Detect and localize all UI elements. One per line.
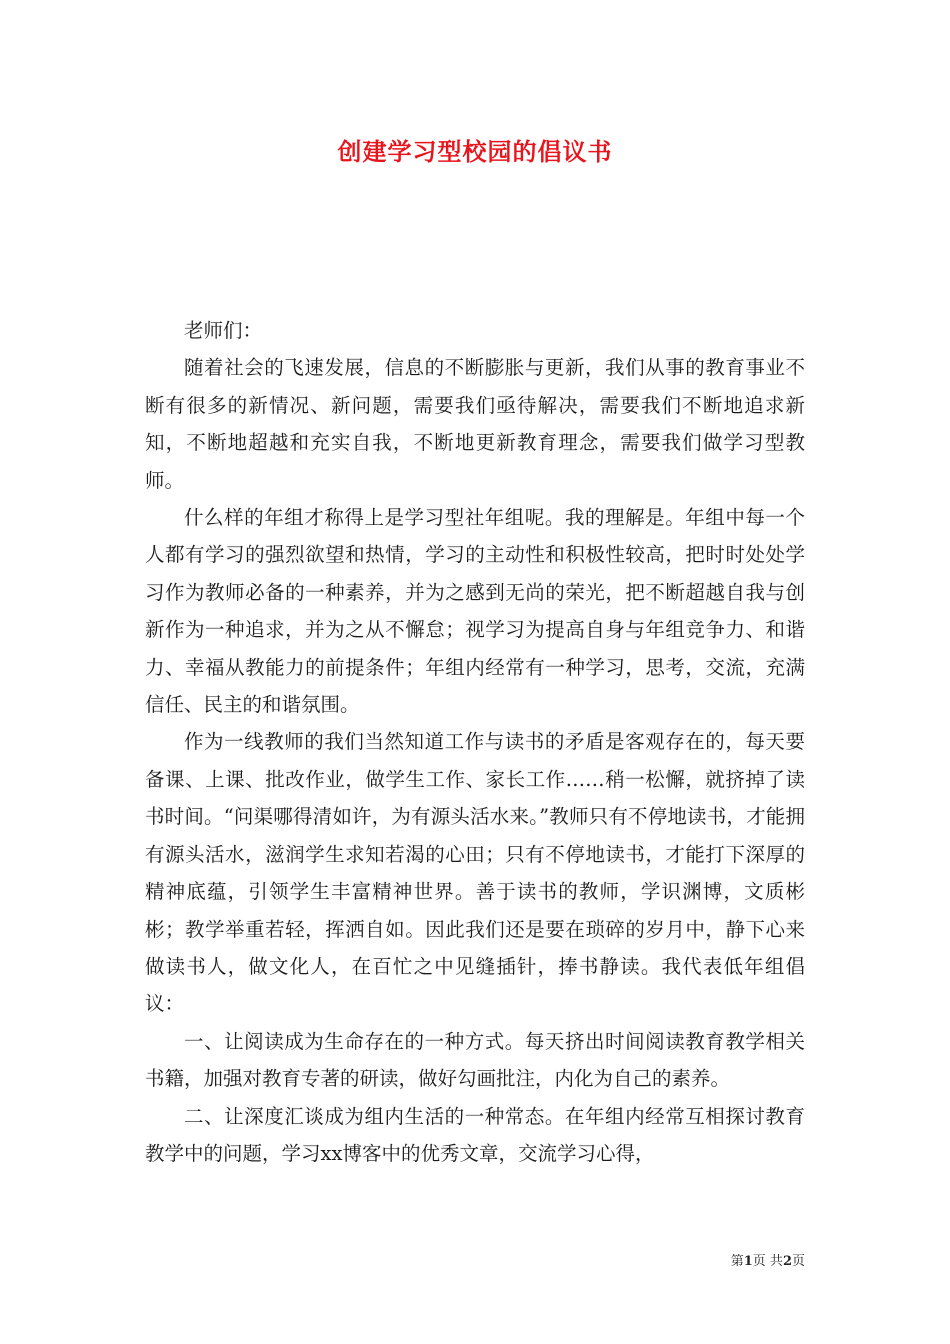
total-page-number: 2 xyxy=(782,1254,792,1269)
paragraph: 一、让阅读成为生命存在的一种方式。每天挤出时间阅读教育教学相关书籍，加强对教育专著的研读，做好勾画批注，内化为自己的素养。 xyxy=(145,1029,805,1091)
paragraph: 作为一线教师的我们当然知道工作与读书的矛盾是客观存在的，每天要备课、上课、批改作业，做学生工作、家长工作……稍一松懈，就挤掉了读书时间。“问渠哪得清如许，为有源头活水来。”教师只有不停地读书，才能拥有源头活水，滋润学生求知若渴的心田；只有不停地读书，才能打下深厚的精神底蕴，引领学生丰富精神世界。善于读书的教师，学识渊博，文质彬彬；教学举重若轻，挥洒自如。因此我们还是要在琐碎的岁月中，静下心来做读书人，做文化人，在百忙之中见缝插针，捧书静读。我代表低年组倡议： xyxy=(145,730,805,1016)
page-number-footer xyxy=(0,1250,805,1269)
paragraph: 二、让深度汇谈成为组内生活的一种常态。在年组内经常互相探讨教育教学中的问题，学习xx博客中的优秀文章，交流学习心得， xyxy=(145,1104,805,1165)
salutation: 老师们： xyxy=(184,319,263,342)
document-body xyxy=(145,312,805,1172)
footer-suffix: 页 xyxy=(791,1254,805,1269)
paragraph: 随着社会的飞速发展，信息的不断膨胀与更新，我们从事的教育事业不断有很多的新情况、新问题，需要我们亟待解决，需要我们不断地追求新知，不断地超越和充实自我，不断地更新教育理念，需要我们做学习型教师。 xyxy=(145,356,805,492)
footer-prefix: 第 xyxy=(730,1254,744,1269)
paragraph: 什么样的年组才称得上是学习型社年组呢。我的理解是。年组中每一个人都有学习的强烈欲望和热情，学习的主动性和积极性较高，把时时处处学习作为教师必备的一种素养，并为之感到无尚的荣光，把不断超越自我与创新作为一种追求，并为之从不懈怠；视学习为提高自身与年组竞争力、和谐力、幸福从教能力的前提条件；年组内经常有一种学习，思考，交流，充满信任、民主的和谐氛围。 xyxy=(145,506,805,717)
document-title: 创建学习型校园的倡议书 xyxy=(337,137,613,166)
current-page-number: 1 xyxy=(743,1254,753,1269)
footer-middle: 页 共 xyxy=(752,1254,783,1269)
